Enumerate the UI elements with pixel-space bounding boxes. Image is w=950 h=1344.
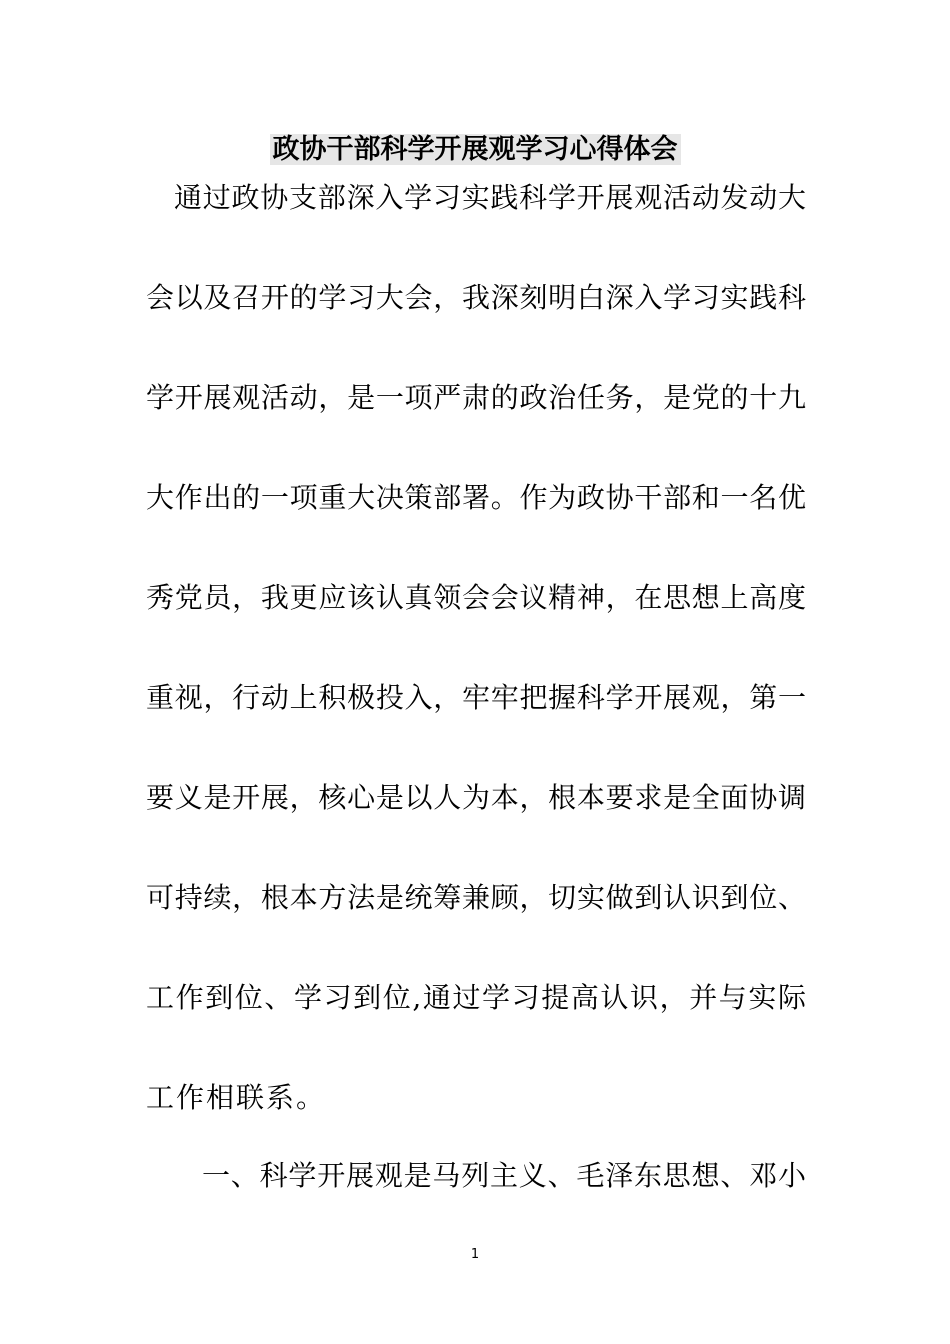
paragraph-line-3: 学开展观活动，是一项严肃的政治任务，是党的十九: [146, 381, 806, 414]
document-title-text: 政协干部科学开展观学习心得体会: [270, 134, 681, 165]
section-heading-line: 一、科学开展观是马列主义、毛泽东思想、邓小: [202, 1159, 806, 1192]
paragraph-line-5: 秀党员，我更应该认真领会会议精神，在思想上高度: [146, 581, 806, 614]
paragraph-line-6: 重视，行动上积极投入，牢牢把握科学开展观，第一: [146, 681, 806, 714]
page-number: 1: [470, 1247, 480, 1262]
paragraph-line-7: 要义是开展，核心是以人为本，根本要求是全面协调: [146, 781, 806, 814]
paragraph-line-1: 通过政协支部深入学习实践科学开展观活动发动大: [174, 181, 806, 214]
paragraph-line-9: 工作到位、学习到位,通过学习提高认识，并与实际: [146, 981, 806, 1014]
paragraph-line-8: 可持续，根本方法是统筹兼顾，切实做到认识到位、: [146, 881, 806, 914]
document-title: [0, 128, 950, 172]
paragraph-line-2: 会以及召开的学习大会，我深刻明白深入学习实践科: [146, 281, 806, 314]
paragraph-line-10: 工作相联系。: [146, 1081, 327, 1114]
paragraph-line-4: 大作出的一项重大决策部署。作为政协干部和一名优: [146, 481, 806, 514]
